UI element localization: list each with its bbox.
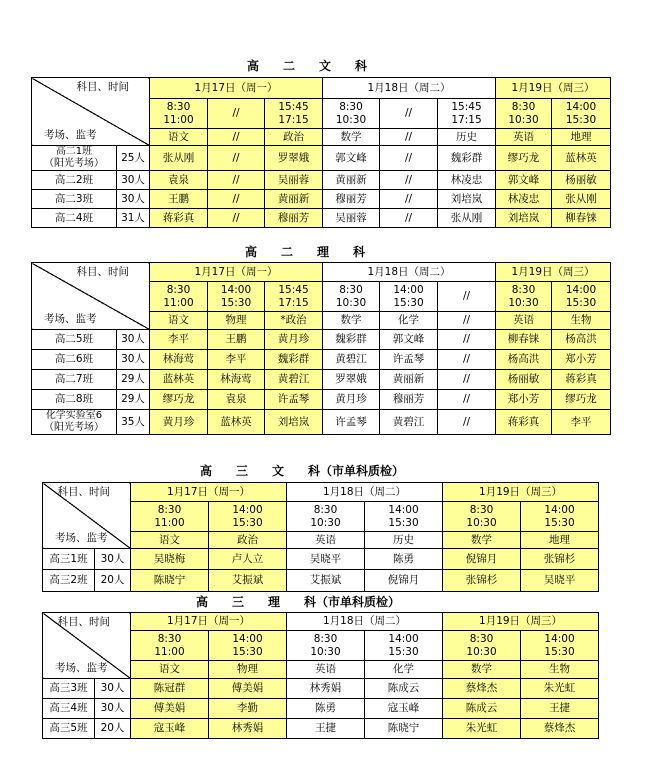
time-line: 8:30: [511, 100, 536, 113]
subject-cell: 历史: [365, 532, 443, 549]
proctor-cell: 刘培岚: [496, 209, 552, 228]
proctor-cell: 蒋彩真: [496, 410, 552, 435]
proctor-cell: 艾振斌: [287, 570, 365, 592]
proctor-cell: 杨高洪: [552, 330, 611, 350]
table-row: [32, 370, 611, 390]
schedule-table-g3-science: [42, 612, 599, 739]
header-row-days: [32, 263, 611, 282]
time-line: 15:45: [278, 100, 309, 113]
class-name-cell: 高三5班: [43, 719, 95, 739]
time-line: 10:30: [508, 296, 539, 309]
student-count-cell: 30人: [95, 679, 131, 699]
proctor-cell: //: [380, 209, 438, 228]
proctor-cell: 魏彩群: [265, 350, 323, 370]
time-line: 17:15: [278, 296, 309, 309]
proctor-cell: 罗翠娥: [323, 370, 380, 390]
time-line: 17:15: [278, 113, 309, 126]
schedule-table-g3-arts: [42, 482, 599, 592]
corner-top-label: 科目、时间: [76, 81, 129, 93]
proctor-cell: 王鹏: [208, 330, 265, 350]
table-row: [32, 209, 611, 228]
time-line: 8:30: [166, 283, 191, 296]
time-cell: [365, 502, 443, 532]
subject-cell: 历史: [438, 129, 496, 146]
time-line: 10:30: [508, 113, 539, 126]
student-count-cell: 20人: [95, 570, 131, 592]
day-header: 1月17日（周一）: [131, 483, 287, 502]
time-cell: [265, 99, 323, 129]
subject-cell: 语文: [150, 129, 208, 146]
proctor-cell: 卢人立: [209, 549, 287, 570]
subject-cell: *政治: [265, 312, 323, 330]
proctor-cell: 蔡烽杰: [443, 679, 521, 699]
time-line: 14:00: [565, 100, 597, 113]
proctor-cell: 郑小芳: [496, 390, 552, 410]
subject-cell: 生物: [521, 661, 599, 679]
section-title-g2-arts: 高 二 文 科: [247, 59, 368, 73]
student-count-cell: 30人: [117, 350, 150, 370]
proctor-cell: 黄碧江: [265, 370, 323, 390]
proctor-cell: 黄碧江: [323, 350, 380, 370]
corner-top-label: 科目、时间: [57, 486, 110, 498]
time-cell: [208, 282, 265, 312]
time-line: 10:30: [466, 516, 497, 529]
time-line: 11:00: [154, 645, 185, 658]
day-header: 1月19日（周三）: [443, 613, 599, 631]
time-line: //: [404, 107, 413, 119]
student-count-cell: 30人: [117, 190, 150, 209]
proctor-cell: 陈晓宁: [365, 719, 443, 739]
subject-cell: 语文: [131, 661, 209, 679]
proctor-cell: 蔡烽杰: [521, 719, 599, 739]
proctor-cell: 郑小芳: [552, 350, 611, 370]
proctor-cell: 寇玉峰: [365, 699, 443, 719]
table-row: [32, 390, 611, 410]
proctor-cell: 缪巧龙: [552, 390, 611, 410]
proctor-cell: 穆丽芳: [323, 190, 380, 209]
proctor-cell: 蓝林英: [552, 146, 611, 171]
proctor-cell: 王鹏: [150, 190, 208, 209]
time-line: 8:30: [511, 283, 536, 296]
time-cell: [438, 282, 496, 312]
section-title-g2-science: 高 二 理 科: [245, 245, 366, 259]
student-count-cell: 20人: [95, 719, 131, 739]
proctor-cell: 许孟琴: [265, 390, 323, 410]
subject-cell: 化学: [365, 661, 443, 679]
time-line: 11:00: [163, 296, 194, 309]
subject-cell: 语文: [131, 532, 209, 549]
proctor-cell: 穆丽芳: [380, 390, 438, 410]
proctor-cell: 魏彩群: [438, 146, 496, 171]
time-line: 14:00: [388, 503, 419, 516]
subject-cell: 英语: [287, 532, 365, 549]
proctor-cell: 傅美娟: [131, 699, 209, 719]
time-cell: [380, 99, 438, 129]
proctor-cell: 郭文峰: [380, 330, 438, 350]
proctor-cell: 林海莺: [150, 350, 208, 370]
time-line: 10:30: [335, 113, 367, 126]
time-line: 10:30: [310, 516, 341, 529]
class-name-line: （阳光考场）: [44, 158, 104, 169]
class-name-cell: 高三2班: [43, 570, 95, 592]
class-name-line: 高二1班: [55, 146, 93, 157]
table-row: [43, 549, 599, 570]
header-row-days: [32, 78, 611, 99]
proctor-cell: 蒋彩真: [150, 209, 208, 228]
proctor-cell: 蒋彩真: [552, 370, 611, 390]
proctor-cell: 张锦杉: [443, 570, 521, 592]
subject-cell: 英语: [496, 312, 552, 330]
proctor-cell: 李平: [150, 330, 208, 350]
proctor-cell: 郭文峰: [323, 146, 380, 171]
proctor-cell: 缪巧龙: [150, 390, 208, 410]
time-line: 15:30: [220, 296, 252, 309]
proctor-cell: 李勤: [209, 699, 287, 719]
section-title-g3-science: 高 三 理 科（市单科质检）: [196, 595, 401, 609]
time-cell: [150, 282, 208, 312]
student-count-cell: 29人: [117, 370, 150, 390]
proctor-cell: 吴丽蓉: [323, 209, 380, 228]
time-cell: [496, 282, 552, 312]
time-line: 14:00: [544, 503, 575, 516]
time-cell: [287, 631, 365, 661]
subject-cell: 物理: [208, 312, 265, 330]
proctor-cell: //: [438, 410, 496, 435]
proctor-cell: 陈勇: [287, 699, 365, 719]
student-count-cell: 30人: [117, 330, 150, 350]
proctor-cell: 林秀娟: [287, 679, 365, 699]
proctor-cell: 许孟琴: [380, 350, 438, 370]
corner-header: [43, 483, 131, 549]
proctor-cell: 吴丽蓉: [265, 171, 323, 190]
proctor-cell: 吴晓平: [521, 570, 599, 592]
table-row: [43, 699, 599, 719]
time-cell: [443, 631, 521, 661]
class-name-cell: 高二7班: [32, 370, 117, 390]
proctor-cell: 郭文峰: [496, 171, 552, 190]
proctor-cell: 蓝林英: [150, 370, 208, 390]
proctor-cell: 穆丽芳: [265, 209, 323, 228]
time-cell: [150, 99, 208, 129]
proctor-cell: 杨丽敏: [496, 370, 552, 390]
proctor-cell: //: [438, 370, 496, 390]
table-row: [32, 190, 611, 209]
time-line: 14:00: [232, 503, 263, 516]
proctor-cell: //: [208, 209, 265, 228]
time-line: 8:30: [313, 503, 338, 516]
proctor-cell: //: [438, 390, 496, 410]
time-line: 8:30: [313, 632, 338, 645]
subject-cell: 英语: [287, 661, 365, 679]
subject-cell: //: [380, 129, 438, 146]
time-line: 10:30: [335, 296, 367, 309]
proctor-cell: 杨丽敏: [552, 171, 611, 190]
time-line: 8:30: [166, 100, 191, 113]
time-cell: [265, 282, 323, 312]
subject-cell: 地理: [552, 129, 611, 146]
proctor-cell: 吴晓梅: [131, 549, 209, 570]
time-line: 14:00: [565, 283, 597, 296]
proctor-cell: 陈成云: [365, 679, 443, 699]
proctor-cell: 张从刚: [552, 190, 611, 209]
time-line: 8:30: [469, 503, 494, 516]
proctor-cell: 黄碧江: [380, 410, 438, 435]
subject-cell: 数学: [443, 532, 521, 549]
time-line: 15:30: [393, 296, 424, 309]
time-line: 14:00: [393, 283, 424, 296]
time-cell: [521, 631, 599, 661]
corner-top-label: 科目、时间: [76, 266, 129, 278]
table-row: [32, 350, 611, 370]
proctor-cell: 黄丽新: [323, 171, 380, 190]
table-row: [32, 146, 611, 171]
time-cell: [131, 502, 209, 532]
proctor-cell: 陈晓宁: [131, 570, 209, 592]
table-row: [43, 679, 599, 699]
corner-header: [32, 263, 150, 330]
time-line: 14:00: [220, 283, 252, 296]
corner-bottom-label: 考场、监考: [55, 662, 108, 674]
table-row: [32, 330, 611, 350]
table-row: [32, 410, 611, 435]
corner-bottom-label: 考场、监考: [44, 129, 97, 141]
time-cell: [287, 502, 365, 532]
class-name-cell: 高二3班: [32, 190, 117, 209]
class-name-line: （阳光考场）: [44, 422, 104, 433]
corner-bottom-label: 考场、监考: [55, 532, 108, 544]
proctor-cell: 魏彩群: [323, 330, 380, 350]
day-header: 1月19日（周三）: [496, 263, 611, 282]
day-header: 1月18日（周二）: [323, 263, 496, 282]
time-cell: [209, 631, 287, 661]
proctor-cell: //: [208, 171, 265, 190]
header-row-days: [43, 613, 599, 631]
proctor-cell: //: [208, 146, 265, 171]
proctor-cell: //: [380, 146, 438, 171]
proctor-cell: //: [380, 171, 438, 190]
header-row-days: [43, 483, 599, 502]
time-cell: [552, 99, 611, 129]
proctor-cell: 罗翠娥: [265, 146, 323, 171]
day-header: 1月17日（周一）: [150, 263, 323, 282]
proctor-cell: 张锦杉: [521, 549, 599, 570]
subject-cell: 化学: [380, 312, 438, 330]
time-line: 11:00: [154, 516, 185, 529]
proctor-cell: 倪锦月: [443, 549, 521, 570]
student-count-cell: 30人: [95, 549, 131, 570]
proctor-cell: 蓝林英: [208, 410, 265, 435]
proctor-cell: 陈勇: [365, 549, 443, 570]
proctor-cell: 林凌忠: [438, 171, 496, 190]
proctor-cell: 缪巧龙: [496, 146, 552, 171]
time-cell: [209, 502, 287, 532]
subject-cell: 物理: [209, 661, 287, 679]
day-header: 1月17日（周一）: [131, 613, 287, 631]
time-line: 11:00: [163, 113, 194, 126]
schedule-table-g2-arts: [31, 77, 611, 228]
day-header: 1月17日（周一）: [150, 78, 323, 99]
corner-header: [43, 613, 131, 679]
proctor-cell: 黄丽新: [380, 370, 438, 390]
time-line: 14:00: [232, 632, 263, 645]
student-count-cell: 29人: [117, 390, 150, 410]
time-line: 14:00: [388, 632, 419, 645]
section-title-g3-arts: 高 三 文 科（市单科质检）: [200, 464, 405, 478]
proctor-cell: 王捷: [521, 699, 599, 719]
time-cell: [521, 502, 599, 532]
proctor-cell: 傅美娟: [209, 679, 287, 699]
subject-cell: 政治: [209, 532, 287, 549]
time-cell: [438, 99, 496, 129]
subject-cell: 地理: [521, 532, 599, 549]
class-name-cell: 高三4班: [43, 699, 95, 719]
proctor-cell: 许孟琴: [323, 410, 380, 435]
subject-cell: 语文: [150, 312, 208, 330]
day-header: 1月19日（周三）: [496, 78, 611, 99]
class-name-cell: [32, 410, 117, 435]
subject-cell: 生物: [552, 312, 611, 330]
corner-header: [32, 78, 150, 146]
student-count-cell: 30人: [117, 171, 150, 190]
time-cell: [443, 502, 521, 532]
proctor-cell: 林凌忠: [496, 190, 552, 209]
table-row: [43, 570, 599, 592]
class-name-cell: 高三3班: [43, 679, 95, 699]
proctor-cell: 王捷: [287, 719, 365, 739]
proctor-cell: 袁泉: [150, 171, 208, 190]
subject-cell: //: [438, 312, 496, 330]
time-cell: [496, 99, 552, 129]
student-count-cell: 25人: [117, 146, 150, 171]
corner-top-label: 科目、时间: [57, 616, 110, 628]
proctor-cell: 倪锦月: [365, 570, 443, 592]
schedule-table-g2-science: [31, 262, 611, 435]
proctor-cell: //: [438, 330, 496, 350]
proctor-cell: 黄丽新: [265, 190, 323, 209]
student-count-cell: 31人: [117, 209, 150, 228]
time-cell: [365, 631, 443, 661]
table-row: [43, 719, 599, 739]
time-line: 15:30: [232, 645, 263, 658]
subject-cell: 政治: [265, 129, 323, 146]
time-line: 15:45: [278, 283, 309, 296]
time-line: 15:45: [451, 100, 482, 113]
proctor-cell: 柳春铼: [496, 330, 552, 350]
proctor-cell: 林秀娟: [209, 719, 287, 739]
time-line: 15:30: [565, 296, 597, 309]
class-name-cell: 高二2班: [32, 171, 117, 190]
time-line: 15:30: [388, 516, 419, 529]
subject-cell: 数学: [323, 129, 380, 146]
student-count-cell: 30人: [95, 699, 131, 719]
time-line: //: [462, 290, 471, 302]
time-line: 15:30: [565, 113, 597, 126]
day-header: 1月18日（周二）: [287, 483, 443, 502]
time-cell: [323, 99, 380, 129]
time-line: 15:30: [232, 516, 263, 529]
class-name-cell: 高三1班: [43, 549, 95, 570]
proctor-cell: 黄月珍: [265, 330, 323, 350]
proctor-cell: //: [438, 350, 496, 370]
day-header: 1月18日（周二）: [323, 78, 496, 99]
class-name-cell: [32, 146, 117, 171]
proctor-cell: //: [380, 190, 438, 209]
time-line: 15:30: [544, 516, 575, 529]
proctor-cell: 柳春铼: [552, 209, 611, 228]
time-line: 8:30: [157, 632, 182, 645]
student-count-cell: 35人: [117, 410, 150, 435]
time-line: 10:30: [466, 645, 497, 658]
time-line: 17:15: [451, 113, 482, 126]
proctor-cell: 张从刚: [150, 146, 208, 171]
class-name-cell: 高二6班: [32, 350, 117, 370]
proctor-cell: 吴晓平: [287, 549, 365, 570]
class-name-cell: 高二5班: [32, 330, 117, 350]
time-cell: [131, 631, 209, 661]
proctor-cell: 刘培岚: [265, 410, 323, 435]
time-line: 15:30: [544, 645, 575, 658]
proctor-cell: 朱光虹: [521, 679, 599, 699]
time-line: //: [232, 107, 240, 119]
subject-cell: 数学: [323, 312, 380, 330]
proctor-cell: 黄月珍: [150, 410, 208, 435]
proctor-cell: 艾振斌: [209, 570, 287, 592]
proctor-cell: 陈成云: [443, 699, 521, 719]
day-header: 1月18日（周二）: [287, 613, 443, 631]
corner-bottom-label: 考场、监考: [44, 313, 97, 325]
time-cell: [323, 282, 380, 312]
class-name-line: 化学实验室6: [45, 410, 103, 421]
subject-cell: //: [208, 129, 265, 146]
proctor-cell: 寇玉峰: [131, 719, 209, 739]
time-line: 10:30: [310, 645, 341, 658]
day-header: 1月19日（周三）: [443, 483, 599, 502]
table-row: [32, 171, 611, 190]
time-line: 8:30: [339, 283, 363, 296]
proctor-cell: 黄月珍: [323, 390, 380, 410]
class-name-cell: 高二4班: [32, 209, 117, 228]
time-line: 15:30: [388, 645, 419, 658]
proctor-cell: 李平: [208, 350, 265, 370]
proctor-cell: 李平: [552, 410, 611, 435]
time-line: 8:30: [469, 632, 494, 645]
proctor-cell: 刘培岚: [438, 190, 496, 209]
time-cell: [380, 282, 438, 312]
proctor-cell: //: [208, 190, 265, 209]
proctor-cell: 陈冠群: [131, 679, 209, 699]
proctor-cell: 袁泉: [208, 390, 265, 410]
subject-cell: 数学: [443, 661, 521, 679]
time-line: 14:00: [544, 632, 575, 645]
proctor-cell: 朱光虹: [443, 719, 521, 739]
class-name-cell: 高二8班: [32, 390, 117, 410]
time-line: 8:30: [157, 503, 182, 516]
time-cell: [208, 99, 265, 129]
subject-cell: 英语: [496, 129, 552, 146]
time-cell: [552, 282, 611, 312]
time-line: 8:30: [339, 100, 363, 113]
proctor-cell: 林海莺: [208, 370, 265, 390]
proctor-cell: 张从刚: [438, 209, 496, 228]
proctor-cell: 杨高洪: [496, 350, 552, 370]
